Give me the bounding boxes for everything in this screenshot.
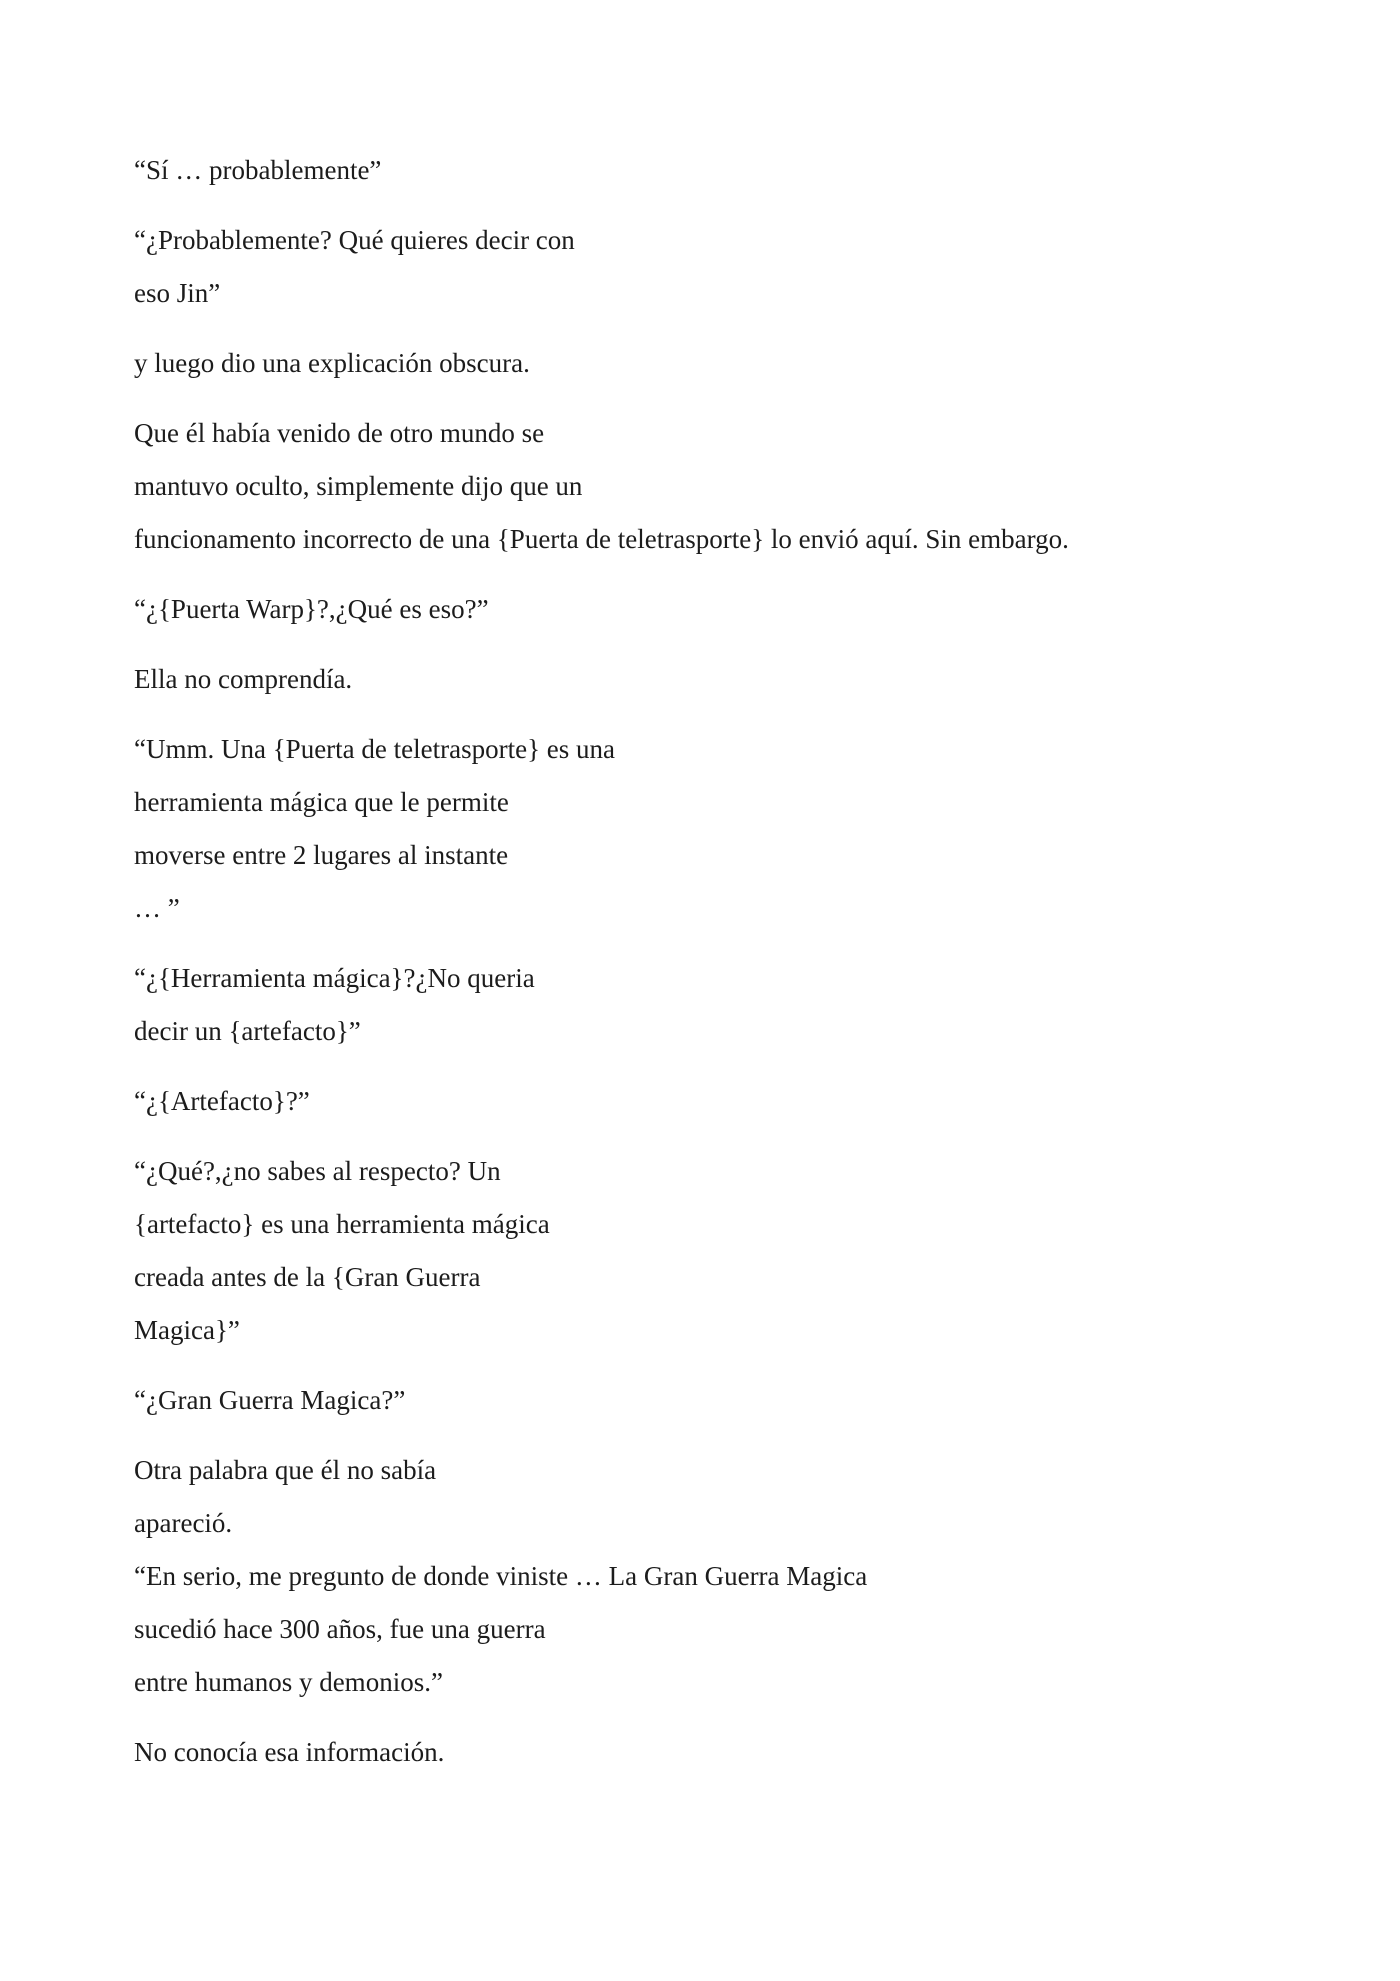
- text-line: herramienta mágica que le permite: [134, 787, 509, 817]
- text-line: “Sí … probablemente”: [134, 155, 382, 185]
- text-line: apareció.: [134, 1508, 233, 1538]
- text-line: y luego dio una explicación obscura.: [134, 348, 530, 378]
- paragraph: [134, 1075, 1284, 1128]
- text-line: “¿Probablemente? Qué quieres decir con: [134, 225, 575, 255]
- text-line: “En serio, me pregunto de donde viniste … La Gran Guerra Magica: [134, 1561, 868, 1591]
- text-line: {artefacto} es una herramienta mágica: [134, 1209, 550, 1239]
- text-line: entre humanos y demonios.”: [134, 1667, 443, 1697]
- text-line: eso Jin”: [134, 278, 221, 308]
- text-line: “Umm. Una {Puerta de teletrasporte} es una: [134, 734, 616, 764]
- text-line: “¿Qué?,¿no sabes al respecto? Un: [134, 1156, 501, 1186]
- text-line: Ella no comprendía.: [134, 664, 353, 694]
- paragraph: [134, 1145, 1284, 1357]
- text-line: decir un {artefacto}”: [134, 1016, 361, 1046]
- text-line: funcionamento incorrecto de una {Puerta de teletrasporte} lo envió aquí. Sin embargo.: [134, 524, 1069, 554]
- paragraph: [134, 723, 1284, 935]
- text-line: … ”: [134, 893, 180, 923]
- text-line: Que él había venido de otro mundo se: [134, 418, 545, 448]
- text-line: creada antes de la {Gran Guerra: [134, 1262, 481, 1292]
- text-line: mantuvo oculto, simplemente dijo que un: [134, 471, 583, 501]
- paragraph: [134, 1374, 1284, 1427]
- text-line: “¿{Artefacto}?”: [134, 1086, 310, 1116]
- paragraph: [134, 583, 1284, 636]
- text-line: No conocía esa información.: [134, 1737, 445, 1767]
- paragraph: [134, 214, 1284, 320]
- text-line: “¿{Herramienta mágica}?¿No queria: [134, 963, 535, 993]
- paragraph: [134, 1726, 1284, 1779]
- text-line: Otra palabra que él no sabía: [134, 1455, 437, 1485]
- body-text: [134, 144, 1284, 1796]
- paragraph: [134, 1444, 1284, 1709]
- paragraph: [134, 144, 1284, 197]
- text-line: “¿{Puerta Warp}?,¿Qué es eso?”: [134, 594, 489, 624]
- text-line: “¿Gran Guerra Magica?”: [134, 1385, 406, 1415]
- text-line: moverse entre 2 lugares al instante: [134, 840, 509, 870]
- text-line: sucedió hace 300 años, fue una guerra: [134, 1614, 546, 1644]
- text-line: Magica}”: [134, 1315, 240, 1345]
- paragraph: [134, 952, 1284, 1058]
- paragraph: [134, 337, 1284, 390]
- paragraph: [134, 653, 1284, 706]
- paragraph: [134, 407, 1284, 566]
